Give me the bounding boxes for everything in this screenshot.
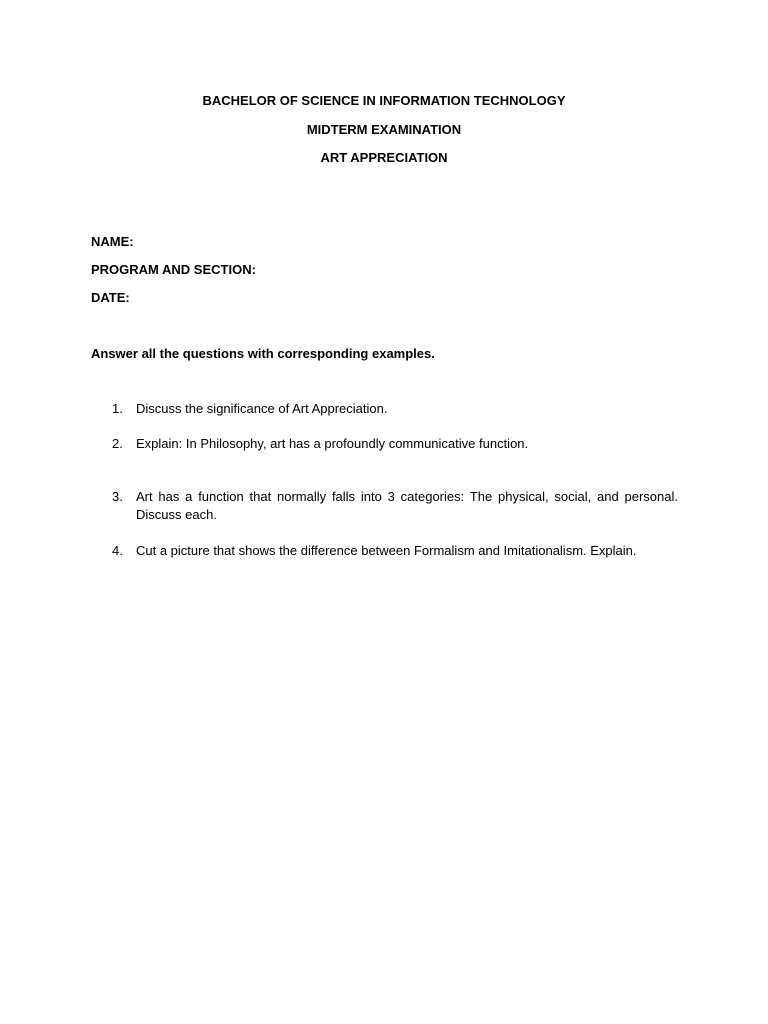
question-number: 4. (112, 543, 123, 558)
question-item (112, 400, 678, 418)
instructions: Answer all the questions with corresponding examples. (91, 346, 435, 361)
program-title: BACHELOR OF SCIENCE IN INFORMATION TECHNOLOGY (202, 93, 566, 108)
question-number: 1. (112, 401, 123, 416)
exam-title: MIDTERM EXAMINATION (306, 122, 462, 137)
program-section-label: PROGRAM AND SECTION: (91, 262, 256, 277)
question-item (112, 542, 678, 560)
question-item (112, 435, 678, 453)
question-item (112, 488, 678, 524)
question-text: Explain: In Philosophy, art has a profoundly communicative function. (136, 436, 529, 451)
question-number: 3. (112, 489, 123, 504)
question-text: Art has a function that normally falls into 3 categories: The physical, social, and personal. Discuss each. (136, 489, 678, 522)
name-label: NAME: (91, 234, 134, 249)
date-label: DATE: (91, 290, 130, 305)
question-number: 2. (112, 436, 123, 451)
question-text: Cut a picture that shows the difference between Formalism and Imitationalism. Explain. (136, 543, 637, 558)
question-text: Discuss the significance of Art Appreciation. (136, 401, 388, 416)
subject-title: ART APPRECIATION (320, 150, 448, 165)
